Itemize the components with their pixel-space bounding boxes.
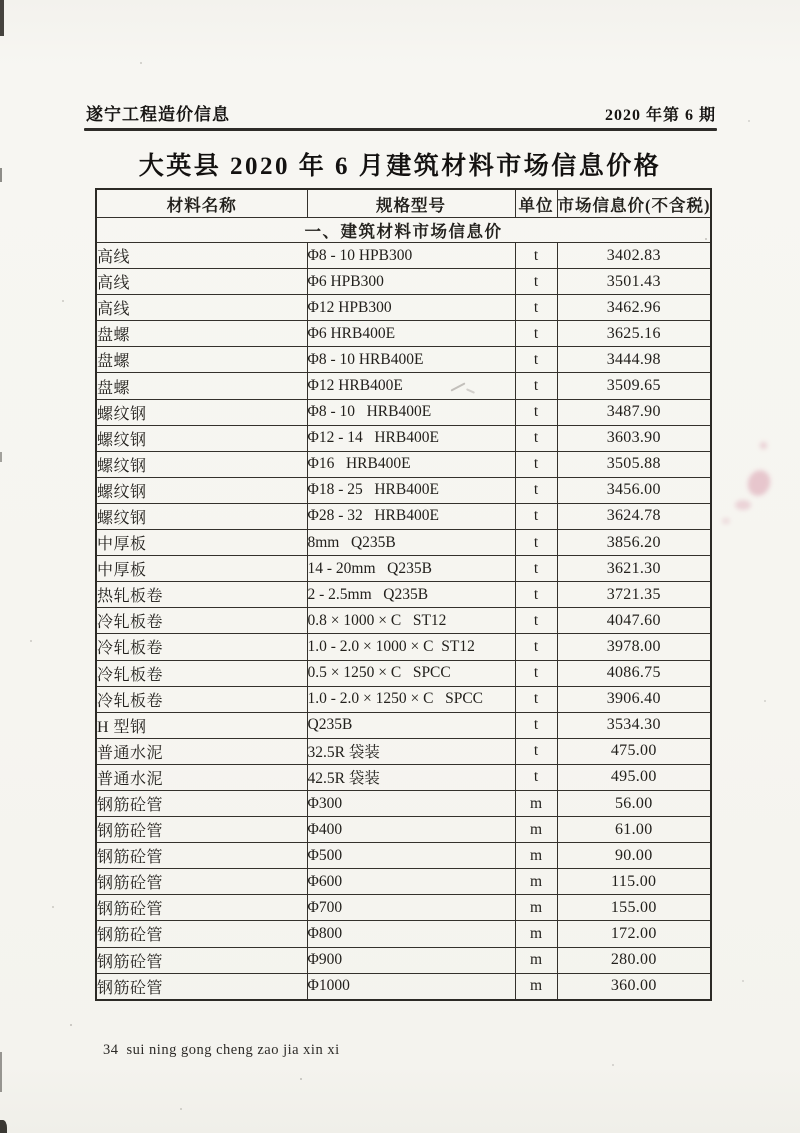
- cell-unit: t: [515, 295, 557, 321]
- page-footer: [103, 1042, 340, 1059]
- table-body: [96, 218, 711, 1000]
- cell-price: 3603.90: [557, 425, 711, 451]
- page-title: 大英县 2020 年 6 月建筑材料市场信息价格: [138, 153, 662, 180]
- cell-price: 3721.35: [557, 582, 711, 608]
- cell-name: 钢筋砼管: [96, 973, 307, 1000]
- table-row: [96, 843, 711, 869]
- table-row: [96, 321, 711, 347]
- running-header: [86, 100, 716, 125]
- table-row: [96, 634, 711, 660]
- cell-price: 61.00: [557, 817, 711, 843]
- table-row: [96, 869, 711, 895]
- table-row: [96, 973, 711, 1000]
- table-row: [96, 425, 711, 451]
- cell-spec: Φ6 HPB300: [307, 269, 515, 295]
- table-row: [96, 790, 711, 816]
- cell-unit: t: [515, 530, 557, 556]
- cell-price: 360.00: [557, 973, 711, 1000]
- table-header-row: [96, 189, 711, 218]
- cell-unit: t: [515, 347, 557, 373]
- cell-price: 3509.65: [557, 373, 711, 399]
- cell-spec: Φ16 HRB400E: [307, 451, 515, 477]
- cell-spec: Φ700: [307, 895, 515, 921]
- cell-unit: t: [515, 243, 557, 269]
- cell-name: 中厚板: [96, 556, 307, 582]
- header-rule: [84, 128, 717, 131]
- cell-name: 钢筋砼管: [96, 843, 307, 869]
- cell-unit: t: [515, 269, 557, 295]
- cell-name: 普通水泥: [96, 764, 307, 790]
- ink-smudge: [735, 500, 751, 510]
- cell-price: 495.00: [557, 764, 711, 790]
- cell-name: H 型钢: [96, 712, 307, 738]
- cell-unit: t: [515, 660, 557, 686]
- footer-pinyin: sui ning gong cheng zao jia xin xi: [126, 1042, 340, 1058]
- section-header-row: [96, 218, 711, 243]
- cell-price: 280.00: [557, 947, 711, 973]
- cell-name: 高线: [96, 243, 307, 269]
- cell-price: 172.00: [557, 921, 711, 947]
- cell-name: 螺纹钢: [96, 399, 307, 425]
- cell-unit: m: [515, 843, 557, 869]
- cell-name: 盘螺: [96, 321, 307, 347]
- scan-speckles: [0, 0, 2, 2]
- table-row: [96, 477, 711, 503]
- cell-unit: t: [515, 712, 557, 738]
- cell-unit: t: [515, 399, 557, 425]
- cell-spec: 0.5 × 1250 × C SPCC: [307, 660, 515, 686]
- table-row: [96, 399, 711, 425]
- cell-name: 高线: [96, 295, 307, 321]
- cell-spec: Φ500: [307, 843, 515, 869]
- cell-name: 盘螺: [96, 373, 307, 399]
- table-row: [96, 817, 711, 843]
- cell-unit: t: [515, 634, 557, 660]
- cell-unit: m: [515, 817, 557, 843]
- cell-name: 冷轧板卷: [96, 608, 307, 634]
- scan-corner-mark: [0, 1120, 7, 1133]
- cell-spec: Φ600: [307, 869, 515, 895]
- cell-spec: 14 - 20mm Q235B: [307, 556, 515, 582]
- cell-name: 冷轧板卷: [96, 686, 307, 712]
- cell-spec: Φ1000: [307, 973, 515, 1000]
- cell-price: 475.00: [557, 738, 711, 764]
- scan-edge-mark: [0, 168, 2, 182]
- cell-price: 3621.30: [557, 556, 711, 582]
- table-row: [96, 947, 711, 973]
- cell-unit: m: [515, 895, 557, 921]
- cell-unit: m: [515, 947, 557, 973]
- table-row: [96, 243, 711, 269]
- ink-smudge: [722, 518, 730, 524]
- cell-price: 4086.75: [557, 660, 711, 686]
- table-row: [96, 686, 711, 712]
- cell-price: 3462.96: [557, 295, 711, 321]
- cell-spec: Φ300: [307, 790, 515, 816]
- cell-name: 钢筋砼管: [96, 947, 307, 973]
- cell-unit: t: [515, 582, 557, 608]
- cell-spec: 42.5R 袋装: [307, 764, 515, 790]
- cell-unit: m: [515, 869, 557, 895]
- table-row: [96, 295, 711, 321]
- cell-spec: Φ8 - 10 HPB300: [307, 243, 515, 269]
- cell-price: 3978.00: [557, 634, 711, 660]
- cell-spec: Φ18 - 25 HRB400E: [307, 477, 515, 503]
- table-row: [96, 451, 711, 477]
- cell-price: 115.00: [557, 869, 711, 895]
- cell-name: 钢筋砼管: [96, 817, 307, 843]
- table-row: [96, 582, 711, 608]
- cell-unit: t: [515, 373, 557, 399]
- cell-name: 中厚板: [96, 530, 307, 556]
- cell-spec: 0.8 × 1000 × C ST12: [307, 608, 515, 634]
- cell-price: 3624.78: [557, 503, 711, 529]
- cell-name: 钢筋砼管: [96, 869, 307, 895]
- cell-name: 螺纹钢: [96, 503, 307, 529]
- cell-unit: t: [515, 608, 557, 634]
- cell-unit: t: [515, 321, 557, 347]
- cell-name: 螺纹钢: [96, 425, 307, 451]
- cell-spec: Φ8 - 10 HRB400E: [307, 347, 515, 373]
- cell-unit: t: [515, 503, 557, 529]
- column-header-unit: 单位: [515, 189, 557, 218]
- cell-name: 钢筋砼管: [96, 790, 307, 816]
- cell-unit: m: [515, 790, 557, 816]
- cell-spec: Φ12 HRB400E: [307, 373, 515, 399]
- cell-spec: 1.0 - 2.0 × 1250 × C SPCC: [307, 686, 515, 712]
- cell-price: 90.00: [557, 843, 711, 869]
- cell-unit: t: [515, 425, 557, 451]
- cell-spec: 2 - 2.5mm Q235B: [307, 582, 515, 608]
- cell-price: 155.00: [557, 895, 711, 921]
- cell-name: 高线: [96, 269, 307, 295]
- cell-name: 螺纹钢: [96, 477, 307, 503]
- cell-spec: 32.5R 袋装: [307, 738, 515, 764]
- table-row: [96, 530, 711, 556]
- cell-unit: t: [515, 477, 557, 503]
- cell-spec: Φ28 - 32 HRB400E: [307, 503, 515, 529]
- column-header-price: 市场信息价(不含税): [557, 189, 711, 218]
- cell-price: 3534.30: [557, 712, 711, 738]
- cell-spec: Q235B: [307, 712, 515, 738]
- table-row: [96, 347, 711, 373]
- cell-price: 3906.40: [557, 686, 711, 712]
- cell-spec: Φ12 HPB300: [307, 295, 515, 321]
- cell-price: 3505.88: [557, 451, 711, 477]
- cell-unit: t: [515, 686, 557, 712]
- scan-edge-mark: [0, 452, 2, 462]
- column-header-material: 材料名称: [96, 189, 307, 218]
- issue-label: 2020 年第 6 期: [604, 107, 716, 124]
- cell-unit: m: [515, 973, 557, 1000]
- cell-price: 3856.20: [557, 530, 711, 556]
- cell-name: 普通水泥: [96, 738, 307, 764]
- table-row: [96, 712, 711, 738]
- cell-spec: Φ6 HRB400E: [307, 321, 515, 347]
- table-row: [96, 921, 711, 947]
- scan-edge-mark: [0, 0, 4, 36]
- cell-unit: t: [515, 556, 557, 582]
- table-row: [96, 608, 711, 634]
- cell-price: 3444.98: [557, 347, 711, 373]
- cell-price: 3625.16: [557, 321, 711, 347]
- cell-price: 3487.90: [557, 399, 711, 425]
- cell-name: 螺纹钢: [96, 451, 307, 477]
- cell-unit: t: [515, 738, 557, 764]
- table-row: [96, 764, 711, 790]
- cell-name: 冷轧板卷: [96, 660, 307, 686]
- table-row: [96, 895, 711, 921]
- cell-spec: 1.0 - 2.0 × 1000 × C ST12: [307, 634, 515, 660]
- table-row: [96, 738, 711, 764]
- cell-price: 3456.00: [557, 477, 711, 503]
- cell-name: 钢筋砼管: [96, 895, 307, 921]
- cell-price: 4047.60: [557, 608, 711, 634]
- cell-name: 冷轧板卷: [96, 634, 307, 660]
- cell-name: 盘螺: [96, 347, 307, 373]
- cell-name: 热轧板卷: [96, 582, 307, 608]
- cell-price: 56.00: [557, 790, 711, 816]
- cell-spec: Φ900: [307, 947, 515, 973]
- table-row: [96, 269, 711, 295]
- cell-spec: Φ400: [307, 817, 515, 843]
- cell-spec: Φ12 - 14 HRB400E: [307, 425, 515, 451]
- column-header-spec: 规格型号: [307, 189, 515, 218]
- cell-unit: m: [515, 921, 557, 947]
- journal-title: 遂宁工程造价信息: [86, 105, 230, 124]
- cell-spec: Φ8 - 10 HRB400E: [307, 399, 515, 425]
- page-number: 34: [103, 1042, 119, 1058]
- cell-unit: t: [515, 764, 557, 790]
- section-header: 一、建筑材料市场信息价: [96, 218, 711, 243]
- table-row: [96, 556, 711, 582]
- table-row: [96, 660, 711, 686]
- ink-smudge: [760, 442, 767, 449]
- cell-price: 3402.83: [557, 243, 711, 269]
- cell-unit: t: [515, 451, 557, 477]
- scan-edge-mark: [0, 1052, 2, 1092]
- cell-price: 3501.43: [557, 269, 711, 295]
- cell-name: 钢筋砼管: [96, 921, 307, 947]
- table-row: [96, 373, 711, 399]
- ink-smudge: [744, 467, 774, 499]
- material-price-table: [95, 188, 712, 1001]
- cell-spec: Φ800: [307, 921, 515, 947]
- table-row: [96, 503, 711, 529]
- cell-spec: 8mm Q235B: [307, 530, 515, 556]
